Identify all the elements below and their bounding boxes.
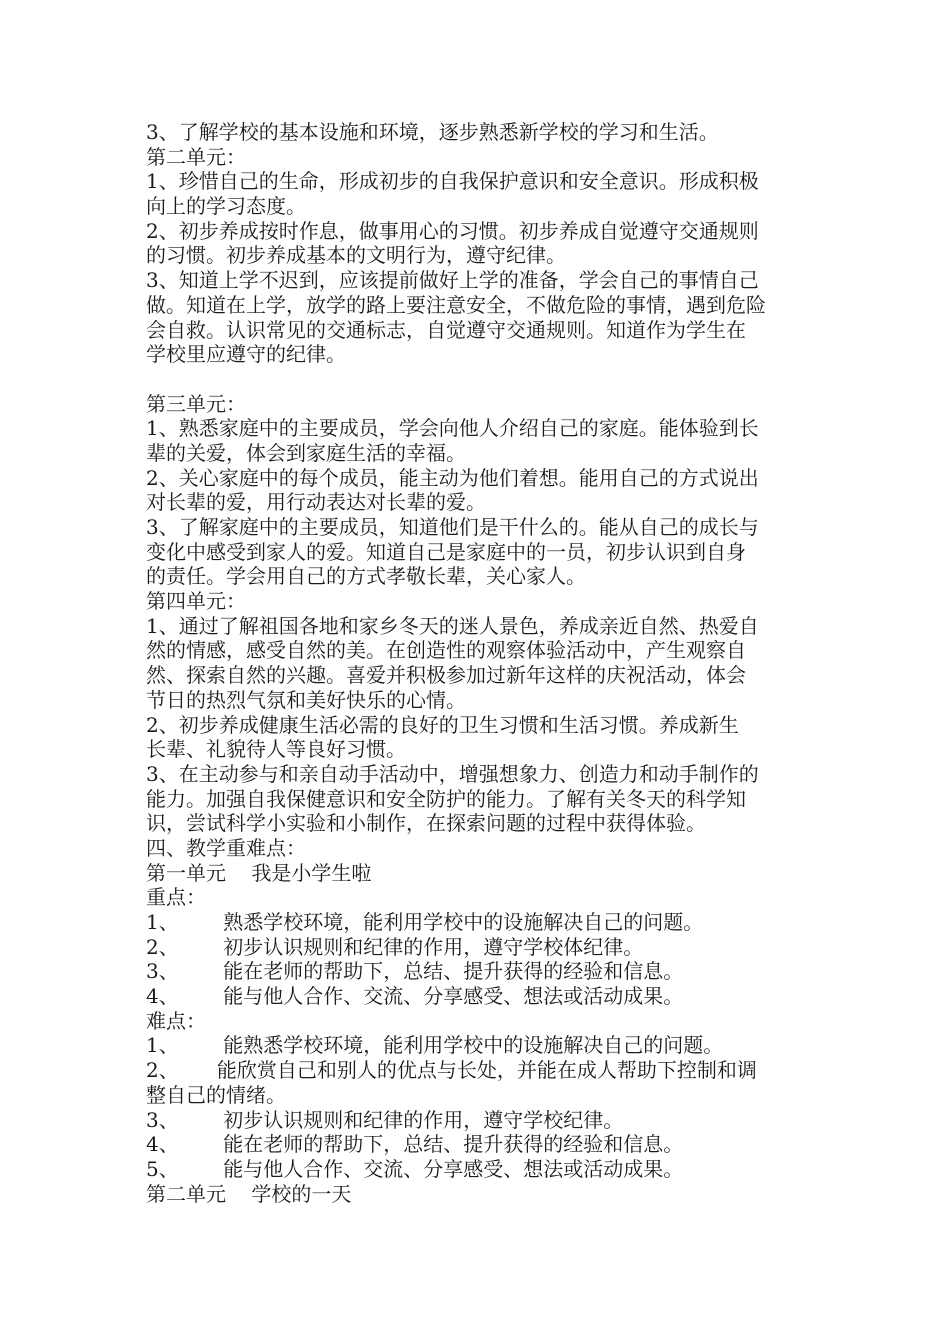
section-heading: 第一单元 我是小学生啦 [146,860,372,885]
text-line: 然的情感，感受自然的美。在创造性的观察体验活动中，产生观察自 [146,638,746,663]
text-line: 的责任。学会用自己的方式孝敬长辈，关心家人。 [146,564,586,589]
text-line: 做。知道在上学，放学的路上要注意安全，不做危险的事情，遇到危险 [146,292,766,317]
list-item: 整自己的情绪。 [146,1082,286,1107]
blank-line [146,367,808,392]
list-item: 5、 能与他人合作、交流、分享感受、想法或活动成果。 [146,1156,684,1181]
text-line: 1、熟悉家庭中的主要成员，学会向他人介绍自己的家庭。能体验到长 [146,416,759,441]
list-item: 4、 能在老师的帮助下，总结、提升获得的经验和信息。 [146,1132,684,1157]
text-line: 的习惯。初步养成基本的文明行为，遵守纪律。 [146,243,566,268]
list-item: 2、 初步认识规则和纪律的作用，遵守学校体纪律。 [146,934,644,959]
text-line: 节日的热烈气氛和美好快乐的心情。 [146,687,466,712]
text-line: 1、珍惜自己的生命，形成初步的自我保护意识和安全意识。形成积极 [146,169,759,194]
text-line: 长辈、礼貌待人等良好习惯。 [146,737,406,762]
section-heading: 第三单元： [146,391,246,416]
document-page [146,120,808,1206]
list-item: 2、 能欣赏自己和别人的优点与长处，并能在成人帮助下控制和调 [146,1058,757,1083]
list-item: 3、 能在老师的帮助下，总结、提升获得的经验和信息。 [146,959,684,984]
text-line: 对长辈的爱，用行动表达对长辈的爱。 [146,490,486,515]
text-line: 会自救。认识常见的交通标志，自觉遵守交通规则。知道作为学生在 [146,317,746,342]
section-heading: 第二单元： [146,144,246,169]
section-heading: 四、教学重难点： [146,835,306,860]
list-item: 1、 熟悉学校环境，能利用学校中的设施解决自己的问题。 [146,910,704,934]
list-item: 4、 能与他人合作、交流、分享感受、想法或活动成果。 [146,984,684,1009]
text-line: 学校里应遵守的纪律。 [146,342,346,367]
text-line: 能力。加强自我保健意识和安全防护的能力。了解有关冬天的科学知 [146,786,746,811]
text-line: 识，尝试科学小实验和小制作，在探索问题的过程中获得体验。 [146,811,706,836]
list-item: 1、 能熟悉学校环境，能利用学校中的设施解决自己的问题。 [146,1033,724,1058]
text-line: 2、初步养成健康生活必需的良好的卫生习惯和生活习惯。养成新生 [146,712,739,737]
section-heading: 第二单元 学校的一天 [146,1181,352,1206]
text-line: 2、关心家庭中的每个成员，能主动为他们着想。能用自己的方式说出 [146,465,759,490]
subheading: 难点： [146,1008,206,1033]
text-line: 2、初步养成按时作息，做事用心的习惯。初步养成自觉遵守交通规则 [146,218,759,243]
list-item: 3、 初步认识规则和纪律的作用，遵守学校纪律。 [146,1107,624,1132]
text-line: 3、了解学校的基本设施和环境，逐步熟悉新学校的学习和生活。 [146,120,719,144]
text-line: 然、探索自然的兴趣。喜爱并积极参加过新年这样的庆祝活动，体会 [146,663,746,688]
text-line: 3、了解家庭中的主要成员，知道他们是干什么的。能从自己的成长与 [146,515,759,539]
section-heading: 第四单元： [146,589,246,614]
text-line: 辈的关爱，体会到家庭生活的幸福。 [146,440,466,465]
subheading: 重点： [146,885,206,910]
text-line: 3、在主动参与和亲自动手活动中，增强想象力、创造力和动手制作的 [146,761,759,786]
text-line: 3、知道上学不迟到，应该提前做好上学的准备，学会自己的事情自己 [146,268,759,293]
text-line: 向上的学习态度。 [146,194,306,219]
text-line: 变化中感受到家人的爱。知道自己是家庭中的一员，初步认识到自身 [146,539,746,564]
text-line: 1、通过了解祖国各地和家乡冬天的迷人景色，养成亲近自然、热爱自 [146,613,759,638]
